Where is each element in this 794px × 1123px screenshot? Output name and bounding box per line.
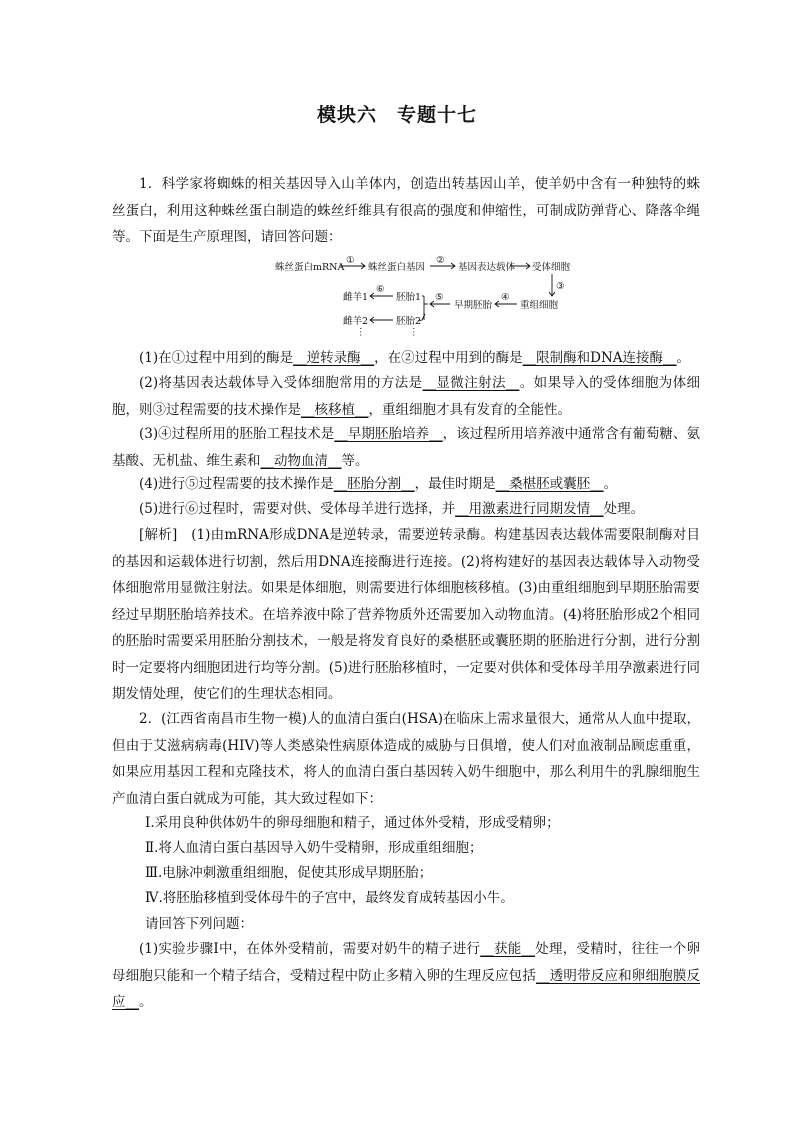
q2-p1-text-b: 处理，受精时，往往一个卵母细胞只能和一个精子结合，受精过程中防止多精入卵的生理反应包括 [112, 941, 701, 984]
q2-p1-text-a: (1)实验步骤Ⅰ中，在体外受精前，需要对奶牛的精子进行 [139, 941, 481, 957]
q1-analysis: [解析] (1)由mRNA形成DNA是逆转录，需要逆转录酶。构建基因表达载体需要限制酶对目的基因和运载体进行切割，然后用DNA连接酶进行连接。(2)将构建好的基因表达载体导入动物受体细胞常用显微注射法。如果是体细胞，则需要进行体细胞核移植。(3)由重组细胞到早期胚胎需要经过早期胚胎培养技术。在培养液中除了营养物质外还需要加入动物血清。(4)将胚胎形成2个相同的胚胎时需要采用胚胎分割技术，一般是将发育良好的桑椹胚或囊胚期的胚胎进行分割，进行分割时一定要将内细胞团进行均等分割。(5)进行胚胎移植时，一定要对供体和受体母羊用孕激素进行同期发情处理，使它们的生理状态相同。 [112, 527, 700, 702]
q1-p2-text-b: 。如果导入的受体细胞为体细胞，则③过程需要的技术操作是 [112, 375, 701, 418]
label-step-4: ④ [501, 292, 510, 303]
q2-p1-answer-1: __获能__ [480, 941, 535, 957]
production-diagram [270, 254, 570, 340]
q1-p4-answer-1: __胚胎分割__ [333, 476, 415, 492]
q1-p2-text-a: (2)将基因表达载体导入受体细胞常用的方法是 [139, 375, 423, 391]
node-mrna: 蛛丝蛋白mRNA [275, 262, 345, 273]
page-title: 模块六 专题十七 [316, 104, 477, 126]
node-early-embryo: 早期胚胎 [454, 300, 493, 311]
q1-p1-answer-2: __限制酶和DNA连接酶__ [522, 350, 677, 366]
q1-p3-answer-2: __动物血清__ [260, 452, 342, 469]
q1-p4-answer-2: __桑椹胚或囊胚__ [495, 476, 604, 492]
q1-p2-answer-1: __显微注射法__ [422, 375, 520, 391]
q1-p1-text-b: ，在②过程中用到的酶是 [374, 350, 523, 366]
q2-step-2: Ⅱ.将人血清白蛋白基因导入奶牛受精卵，形成重组细胞； [145, 840, 483, 856]
q1-p1-text-c: 。 [676, 350, 691, 366]
q1-part-2 [112, 370, 700, 423]
q2-prompt: 请回答下列问题： [145, 916, 253, 932]
label-step-1: ① [346, 255, 355, 266]
q1-p1-text-a: (1)在①过程中用到的酶是 [139, 350, 294, 366]
q1-p3-answer-1: __早期胚胎培养__ [334, 426, 443, 442]
q2-part-1 [112, 936, 700, 1016]
label-step-6: ⑥ [376, 284, 385, 295]
q2-step-1: Ⅰ.采用良种供体奶牛的卵母细胞和精子，通过体外受精，形成受精卵； [145, 815, 560, 831]
node-recombinant: 重组细胞 [520, 300, 559, 311]
q1-p5-text-b: 处理。 [603, 501, 645, 517]
question-1-stem: 1．科学家将蜘蛛的相关基因导入山羊体内，创造出转基因山羊，使羊奶中含有一种独特的蛛丝蛋白，利用这种蛛丝蛋白制造的蛛丝纤维具有很高的强度和伸缩性，可制成防弹背心、降落伞绳等。下面是生产原理图，请回答问题： [112, 176, 700, 245]
q1-part-5 [112, 496, 700, 523]
q1-p4-text-a: (4)进行⑤过程需要的技术操作是 [139, 476, 334, 492]
node-goat-1: 雌羊1 [343, 292, 369, 303]
q1-part-3 [112, 421, 700, 474]
node-embryo-1: 胚胎1 [396, 292, 422, 303]
q1-p3-text-a: (3)④过程所用的胚胎工程技术是 [139, 426, 335, 442]
q2-step-4: Ⅳ.将胚胎移植到受体母牛的子宫中，最终发育成转基因小牛。 [145, 890, 514, 906]
node-vector: 基因表达载体 [458, 262, 516, 273]
q2-p1-answer-2: __透明带反应和卵细胞膜反应__ [112, 967, 701, 1010]
q1-p5-answer-1: __用激素进行同期发情__ [455, 501, 604, 517]
node-embryo-2: 胚胎2 [396, 316, 422, 327]
q1-part-4 [112, 471, 700, 498]
q2-p1-text-c: 。 [139, 994, 153, 1010]
q1-p3-text-c: 等。 [341, 452, 369, 469]
label-step-3: ③ [556, 281, 565, 292]
node-goat-2: 雌羊2 [343, 316, 369, 327]
q1-p2-text-c: ，重组细胞才具有发育的全能性。 [368, 401, 571, 418]
label-step-5: ⑤ [435, 292, 444, 303]
q1-part-1 [112, 345, 700, 372]
dots-embryo: ⋮ [409, 327, 419, 338]
q1-p2-answer-2: __核移植__ [301, 401, 369, 418]
q1-p4-text-c: 。 [603, 476, 618, 492]
q1-p5-text-a: (5)进行⑥过程时，需要对供、受体母羊进行选择，并 [139, 501, 456, 517]
q1-p4-text-b: ，最佳时期是 [414, 476, 496, 492]
q1-p3-text-b: ，该过程所用培养液中通常含有葡萄糖、氨基酸、无机盐、维生素和 [112, 426, 700, 469]
q1-p1-answer-1: __逆转录酶__ [293, 350, 375, 366]
q2-step-3: Ⅲ.电脉冲刺激重组细胞，促使其形成早期胚胎； [145, 865, 433, 881]
dots-goat: ⋮ [356, 327, 366, 338]
label-step-2: ② [436, 255, 445, 266]
question-2-stem: 2．(江西省南昌市生物一模)人的血清白蛋白(HSA)在临床上需求量很大，通常从人血中提取，但由于艾滋病病毒(HIV)等人类感染性病原体造成的威胁与日俱增，使人们对血液制品顾虑重重，如果应用基因工程和克隆技术，将人的血清白蛋白基因转入奶牛细胞中，那么利用牛的乳腺细胞生产血清白蛋白就成为可能，其大致过程如下： [112, 711, 700, 807]
node-gene: 蛛丝蛋白基因 [368, 262, 426, 273]
node-recipient: 受体细胞 [532, 262, 570, 273]
